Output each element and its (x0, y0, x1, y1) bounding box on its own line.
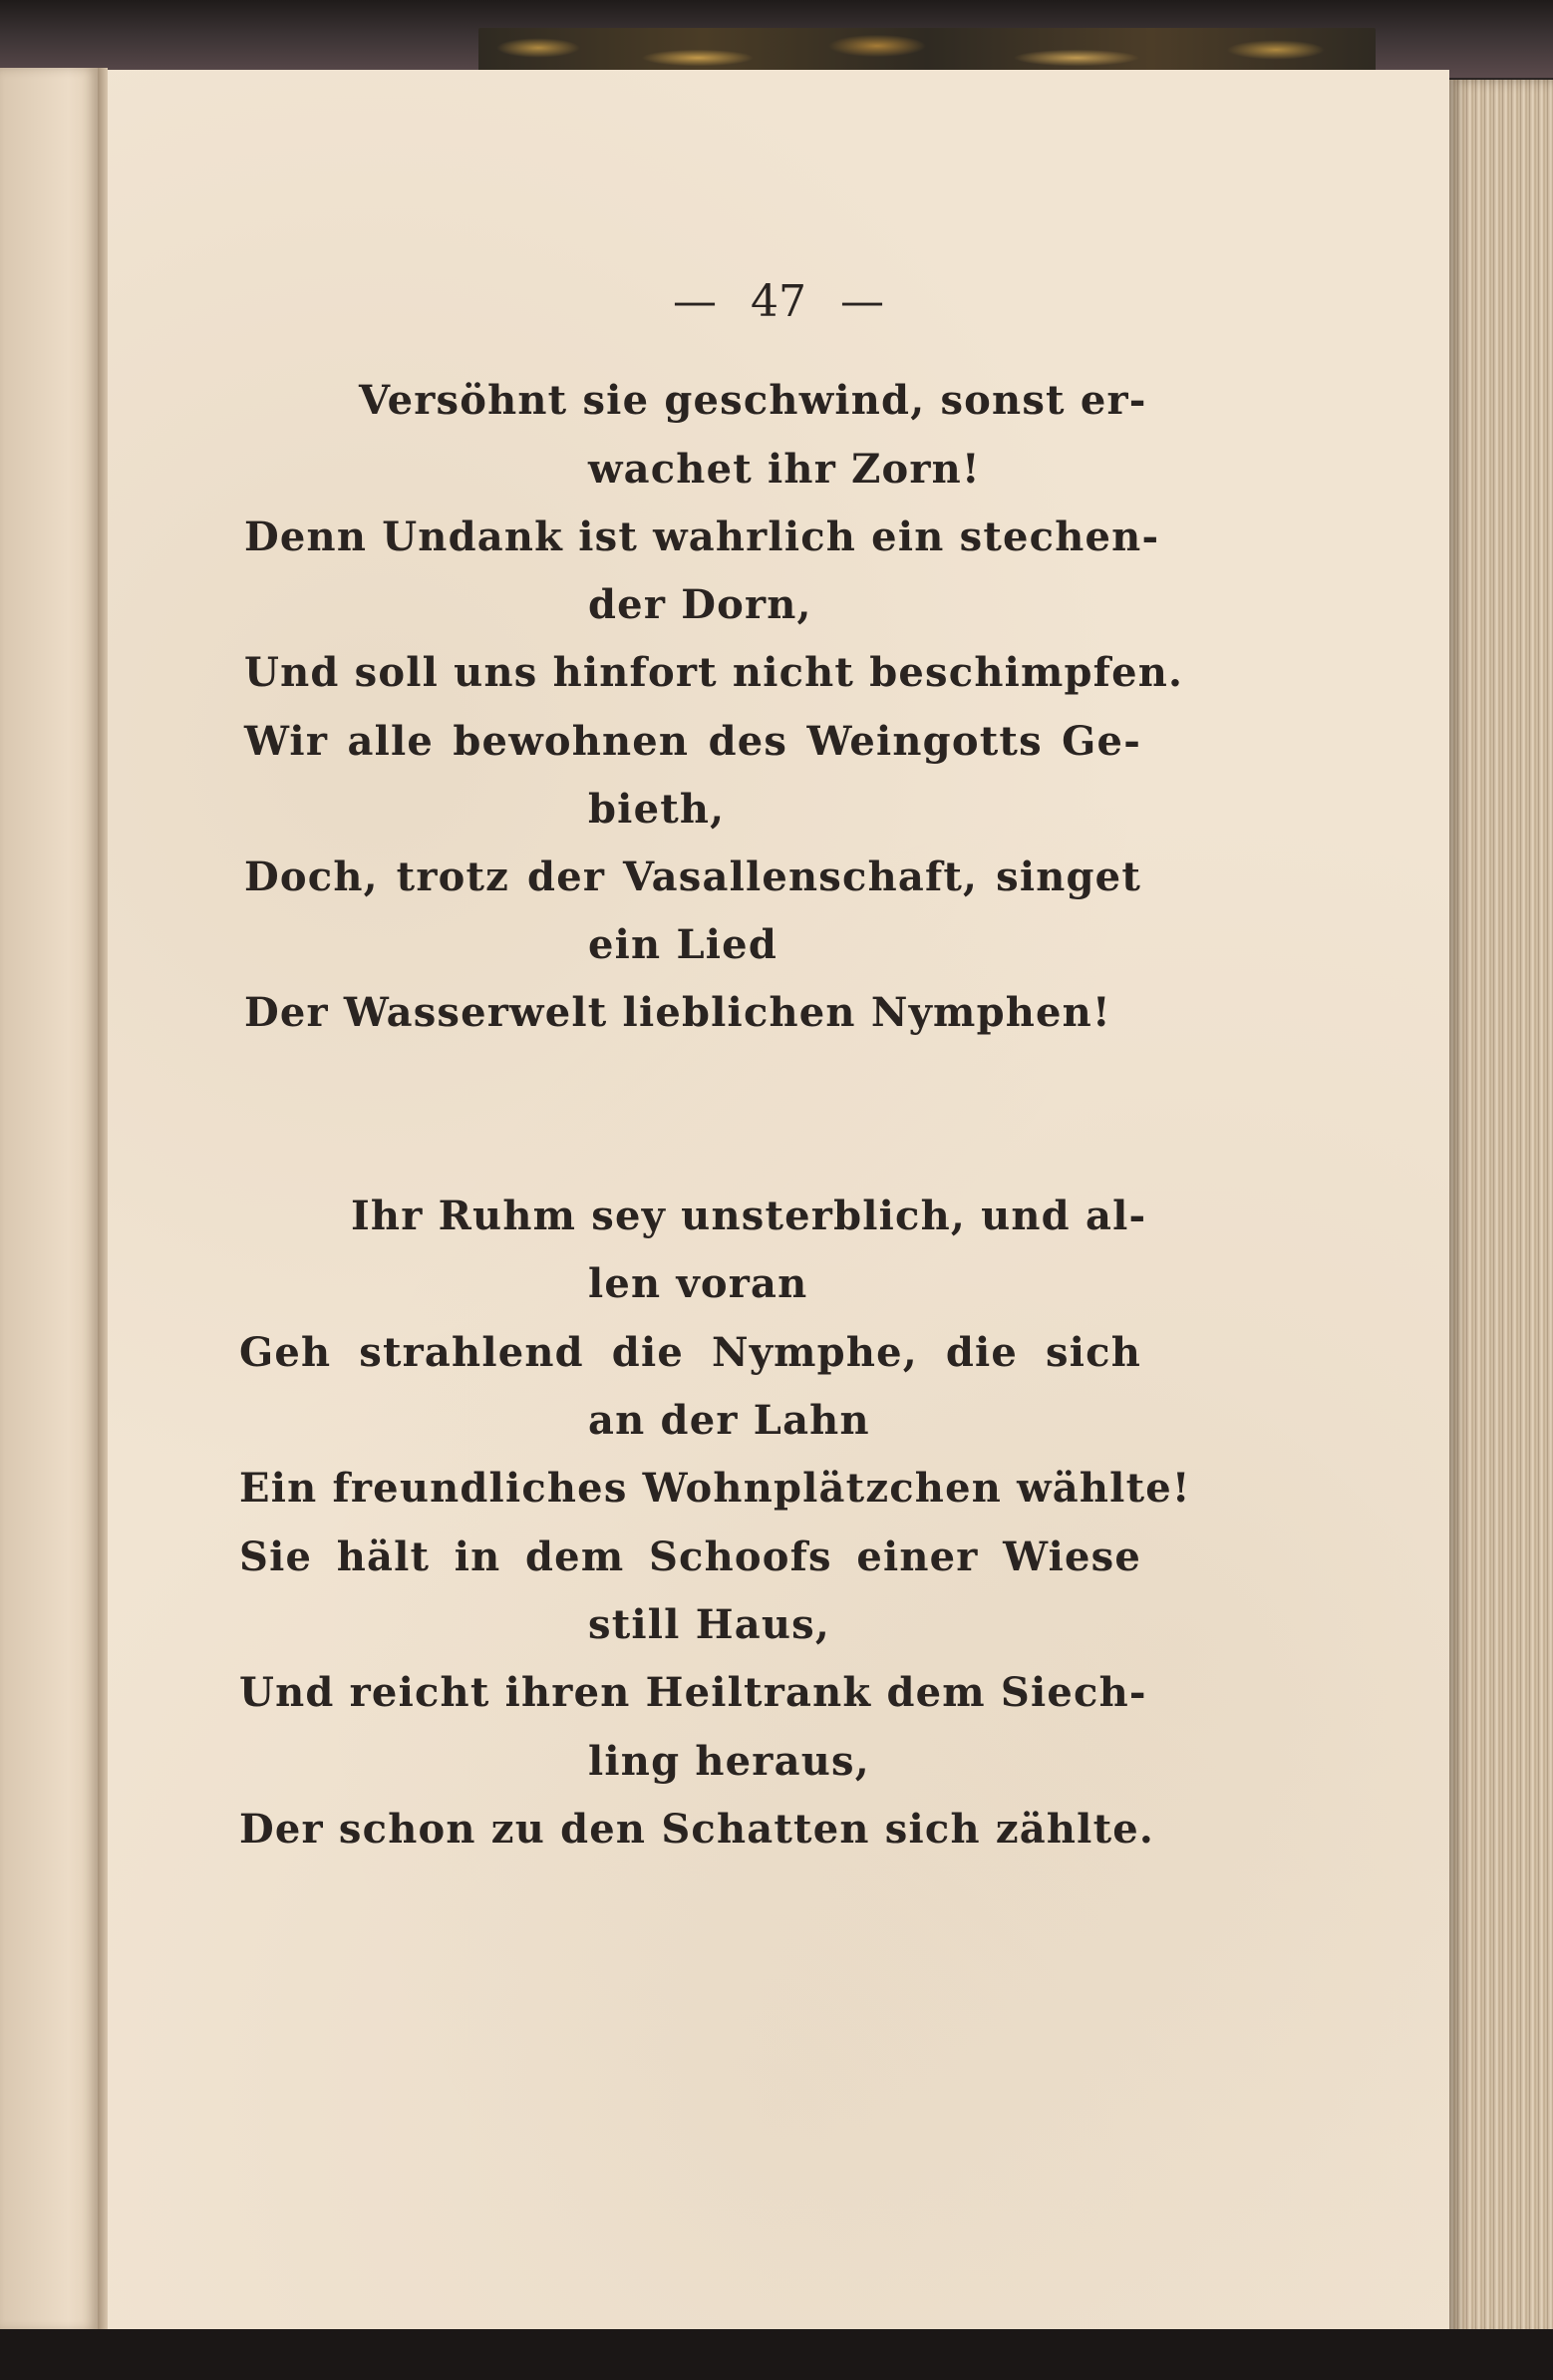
stanza1-line1: Versöhnt sie geschwind, sonst er- (359, 377, 1147, 424)
stanza2-line1: Ihr Ruhm sey unsterblich, und al- (351, 1192, 1147, 1239)
stanza1-line4-cont: bieth, (588, 786, 726, 833)
bottom-background (0, 2329, 1553, 2380)
header-dash-left: — (673, 275, 717, 327)
stanza2-line2: Geh strahlend die Nymphe, die sich (239, 1329, 1141, 1376)
stanza2-line5-cont: ling heraus, (588, 1738, 870, 1785)
stanza2-line5: Und reicht ihren Heiltrank dem Siech- (239, 1669, 1147, 1716)
stanza2-line4: Sie hält in dem Schoofs einer Wiese (239, 1533, 1141, 1580)
stanza2-line2-cont: an der Lahn (588, 1397, 870, 1444)
page-header (108, 261, 1449, 341)
header-dash-right: — (840, 275, 884, 327)
stanza2-line6: Der schon zu den Schatten sich zählte. (239, 1806, 1155, 1853)
stanza1-line4: Wir alle bewohnen des Weingotts Ge- (244, 718, 1141, 765)
page-block-edges (1449, 80, 1553, 2339)
stanza1-line3: Und soll uns hinfort nicht beschimpfen. (244, 649, 1184, 696)
book-gutter (98, 68, 108, 2331)
stanza1-line2-cont: der Dorn, (588, 581, 812, 628)
stanza2-line3: Ein freundliches Wohnplätzchen wählte! (239, 1465, 1191, 1512)
stanza2-line1-cont: len voran (588, 1260, 808, 1307)
page-number: 47 (751, 275, 806, 327)
stanza1-line5: Doch, trotz der Vasallenschaft, singet (244, 853, 1141, 900)
left-page-edge (0, 68, 98, 2331)
stanza1-line2: Denn Undank ist wahrlich ein stechen- (244, 513, 1160, 560)
stanza1-line1-cont: wachet ihr Zorn! (588, 446, 981, 493)
stanza1-line5-cont: ein Lied (588, 921, 777, 968)
stanza1-line6: Der Wasserwelt lieblichen Nymphen! (244, 989, 1111, 1036)
marbled-cover-edge (478, 28, 1376, 76)
stanza2-line4-cont: still Haus, (588, 1601, 830, 1648)
